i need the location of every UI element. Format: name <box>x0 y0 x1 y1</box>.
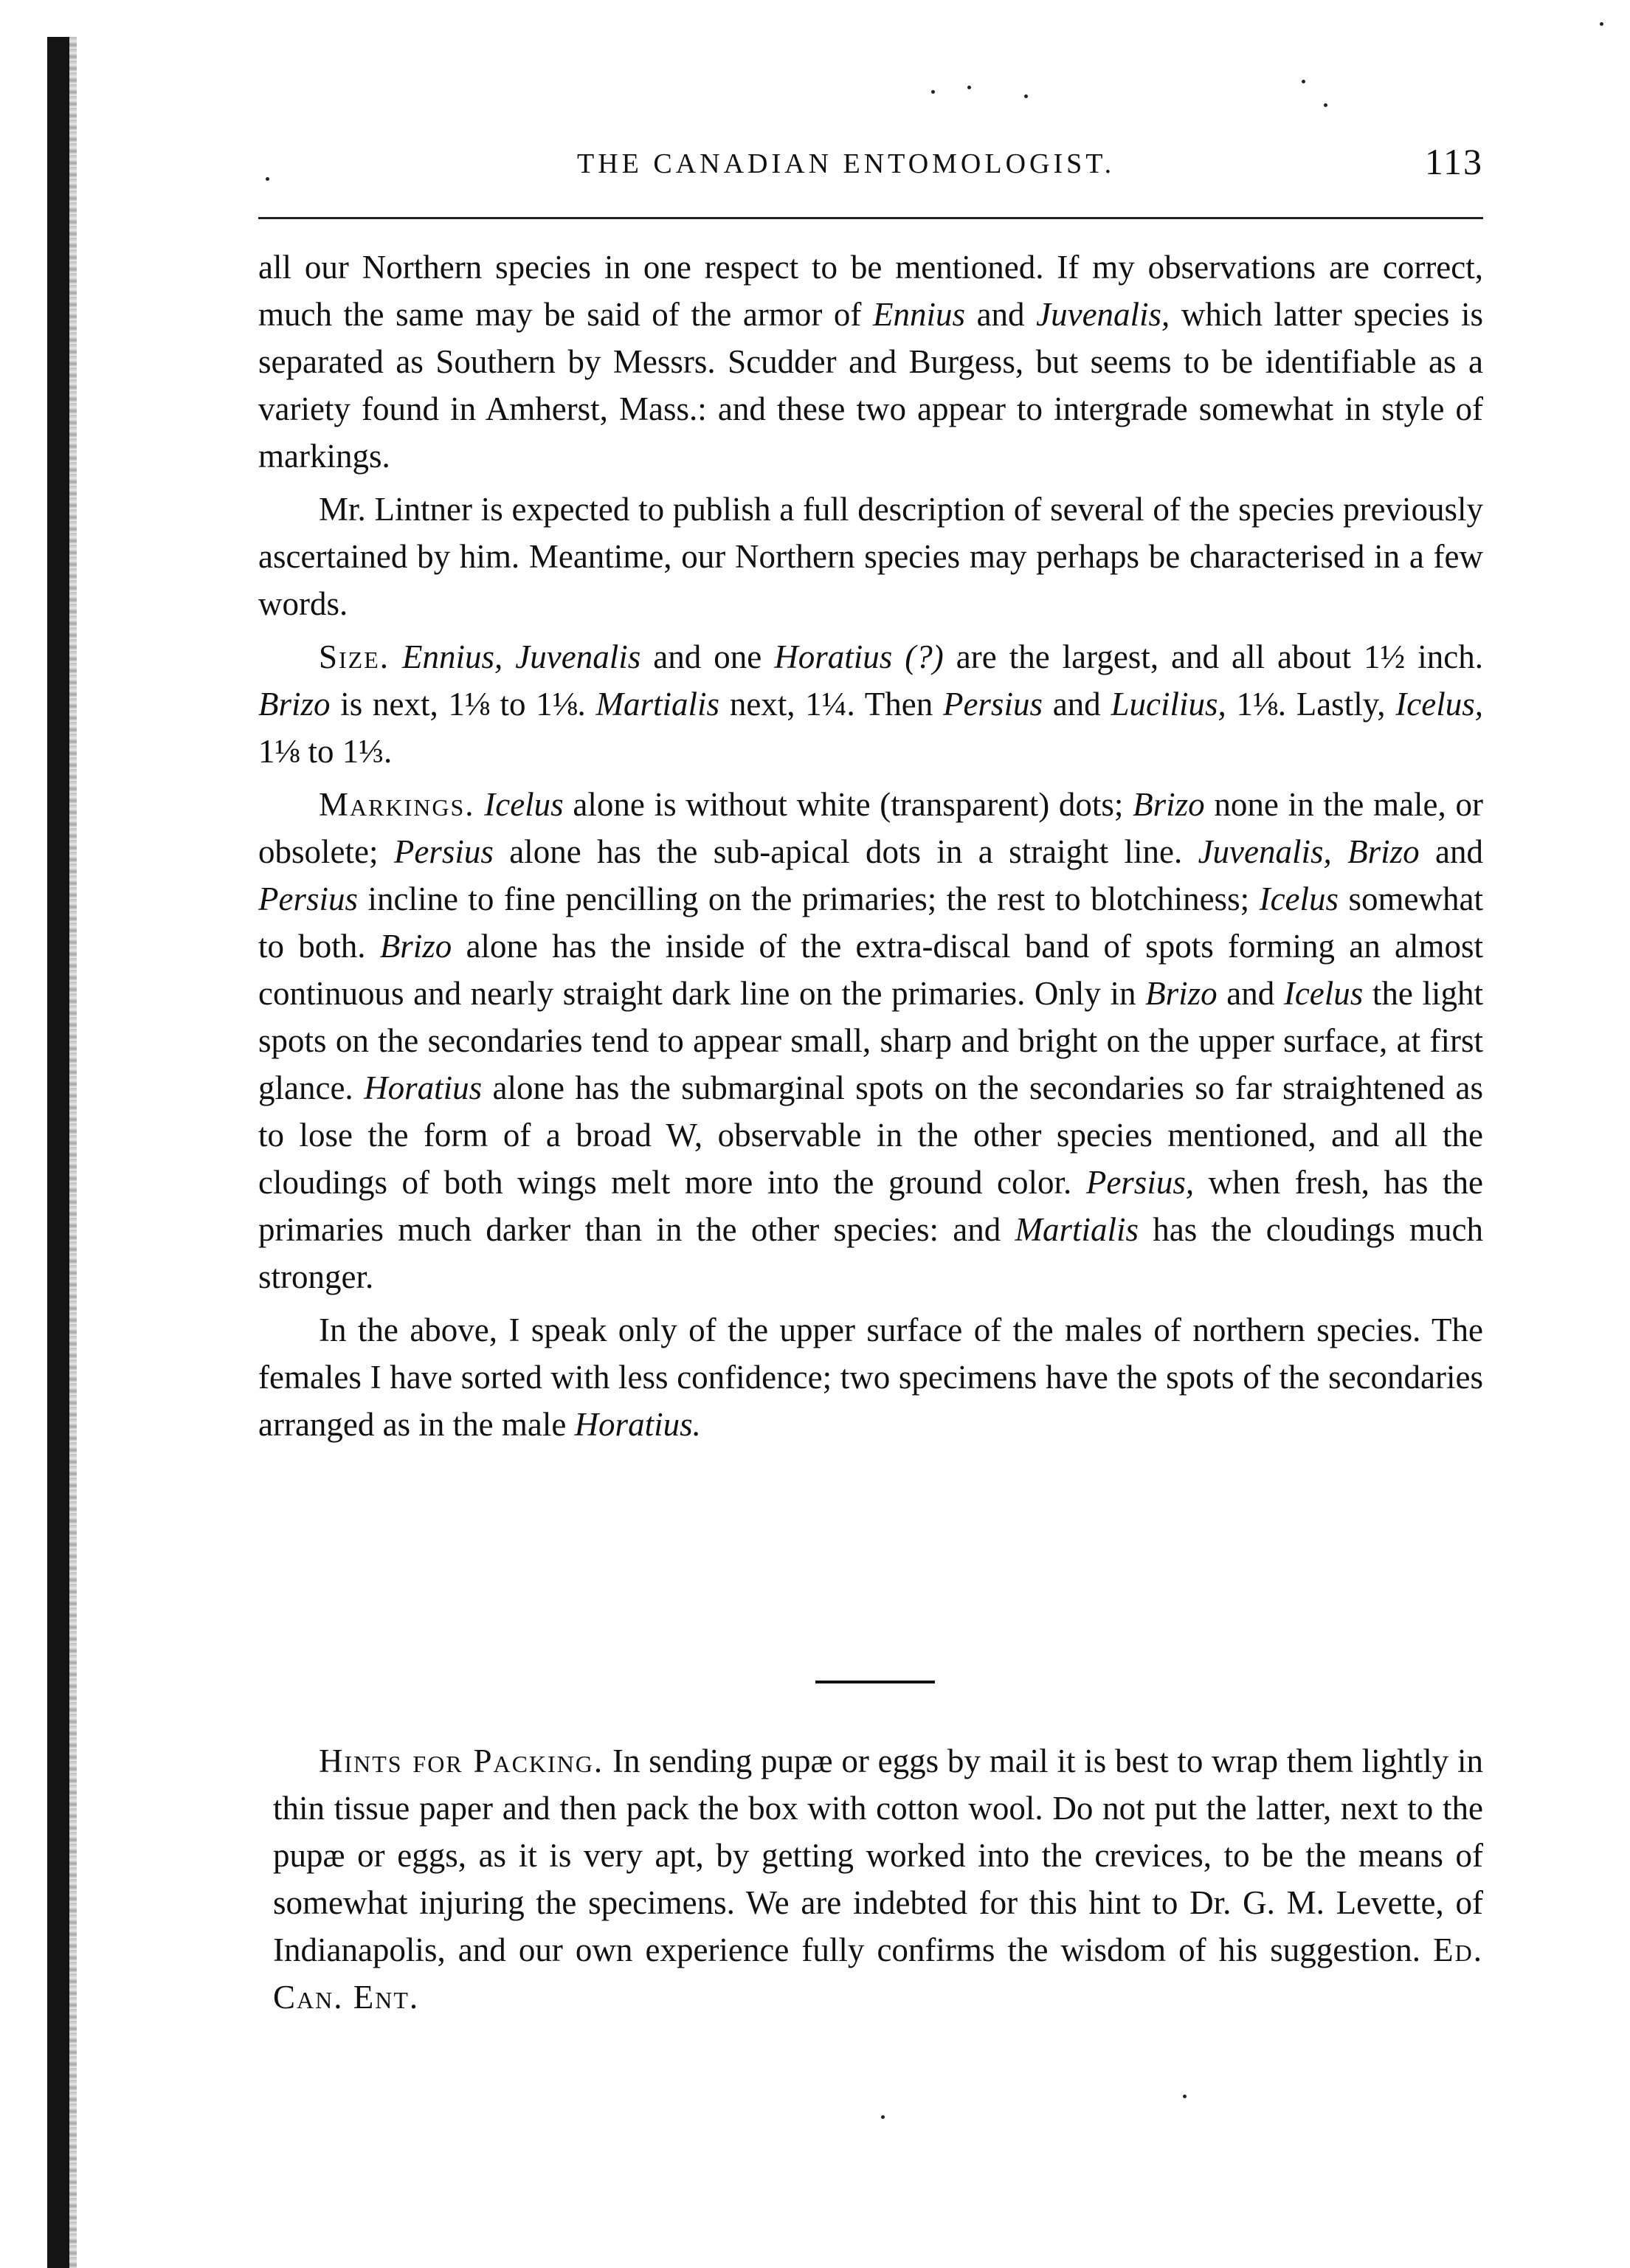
species-name: Martialis <box>1015 1211 1139 1248</box>
section-label: Hints for Packing. <box>319 1743 604 1779</box>
paragraph-above <box>258 1306 1483 1448</box>
species-name: Horatius (?) <box>774 638 944 675</box>
ink-speck <box>967 86 971 89</box>
text-run: and <box>1217 975 1284 1012</box>
text-run: 1⅛. Lastly, <box>1226 686 1396 723</box>
species-name: Horatius <box>364 1069 483 1106</box>
text-run: 1⅛ to 1⅓. <box>258 733 393 770</box>
text-run: alone has the inside of the extra-discal band of spots forming an almost continuous and nearly straight dark line on the primaries. Only in <box>258 928 1483 1012</box>
ink-speck <box>1302 80 1305 83</box>
header-rule <box>258 217 1483 219</box>
species-name: Icelus, <box>1395 686 1483 723</box>
section-label: Markings. <box>319 786 475 823</box>
species-name: Juvenalis, <box>1036 296 1170 333</box>
text-run: next, 1¼. Then <box>719 686 943 723</box>
binding-edge <box>69 37 77 2268</box>
species-name: Brizo <box>379 928 452 965</box>
section-label: Size. <box>319 638 390 675</box>
paragraph-size <box>258 633 1483 775</box>
text-run: is next, 1⅛ to 1⅛. <box>330 686 596 723</box>
species-name: Brizo <box>1133 786 1205 823</box>
paragraph-markings <box>258 781 1483 1300</box>
text-run: none in the male, or obsolete; <box>258 786 1483 870</box>
page-number: 113 <box>1424 141 1483 182</box>
ink-speck <box>1024 94 1028 98</box>
species-name: Juvenalis, Brizo <box>1198 833 1420 870</box>
text-run: and <box>1042 686 1111 723</box>
text-run: and one <box>640 638 775 675</box>
species-name: Brizo <box>1145 975 1218 1012</box>
hints-paragraph <box>273 1737 1483 2021</box>
species-name: Ennius <box>872 296 965 333</box>
running-head <box>258 137 1483 189</box>
journal-title: THE CANADIAN ENTOMOLOGIST. <box>577 148 1116 179</box>
species-name: Persius, <box>1085 1164 1195 1201</box>
text-run: In sending pupæ or eggs by mail it is best to wrap them lightly in thin tissue paper and then pack the box with cotton wool. Do not put the latter, next to the pupæ or eggs, as it is very apt, by getting worked into the crevices, to be the means of somewhat injuring the specimens. We are indebted for this hint to Dr. G. M. Levette, of Indianapolis, and our own experience fully confirms the wisdom of his suggestion. <box>273 1743 1483 1968</box>
text-run: alone has the sub-apical dots in a straight line. <box>493 833 1198 870</box>
species-name: Persius <box>393 833 494 870</box>
section-divider <box>815 1681 935 1683</box>
text-run: somewhat to both. <box>258 880 1483 965</box>
article-body <box>258 244 1483 1454</box>
text-run: incline to fine pencilling on the primaries; the rest to blotchiness; <box>358 880 1260 917</box>
text-run: has the cloudings much stronger. <box>258 1211 1483 1295</box>
species-name: Ennius, Juvenalis <box>402 638 641 675</box>
species-name: Lucilius, <box>1111 686 1226 723</box>
text-run: all our Northern species in one respect to be mentioned. If my observations are correct, much the same may be said of the armor of <box>258 249 1483 333</box>
text-run: and <box>965 296 1037 333</box>
species-name: Brizo <box>258 686 331 723</box>
species-name: Icelus <box>1283 975 1364 1012</box>
binding-spine <box>47 37 69 2268</box>
text-run: which latter species is separated as Southern by Messrs. Scudder and Burgess, but seems to be identifiable as a variety found in Amherst, Mass.: and these two appear to intergrade somewhat in style of markings. <box>258 296 1483 475</box>
ink-speck <box>881 2115 885 2119</box>
paragraph-continuation <box>258 244 1483 480</box>
species-name: Icelus <box>484 786 564 823</box>
text-run: alone is without white (transparent) dots; <box>563 786 1133 823</box>
ink-speck <box>1183 2095 1187 2098</box>
text-run: In the above, I speak only of the upper surface of the males of northern species. The females I have sorted with less confidence; two specimens have the spots of the secondaries arranged as in the male <box>258 1311 1483 1443</box>
text-run: the light spots on the secondaries tend to appear small, sharp and bright on the upper surface, at first glance. <box>258 975 1483 1106</box>
paragraph-lintner: Mr. Lintner is expected to publish a full description of several of the species previously ascertained by him. Meantime, our Northern species may perhaps be characterised in a few words. <box>258 491 1483 622</box>
ink-speck <box>1600 22 1603 26</box>
text-run: when fresh, has the primaries much darker than in the other species: and <box>258 1164 1483 1248</box>
hints-for-packing-note <box>273 1737 1483 2021</box>
text-run: and <box>1419 833 1483 870</box>
editor-signature: Ed. Can. Ent. <box>273 1931 1483 2016</box>
species-name: Icelus <box>1259 880 1339 917</box>
species-name: Martialis <box>595 686 720 723</box>
ink-speck <box>931 90 935 94</box>
species-name: Persius <box>258 880 358 917</box>
ink-speck <box>1324 103 1327 107</box>
species-name: Horatius. <box>574 1406 701 1443</box>
text-run: are the largest, and all about 1½ inch. <box>943 638 1484 675</box>
text-run: alone has the submarginal spots on the secondaries so far straightened as to lose the form of a broad W, observable in the other species mentioned, and all the cloudings of both wings melt more into the ground color. <box>258 1069 1483 1201</box>
species-name: Persius <box>942 686 1043 723</box>
